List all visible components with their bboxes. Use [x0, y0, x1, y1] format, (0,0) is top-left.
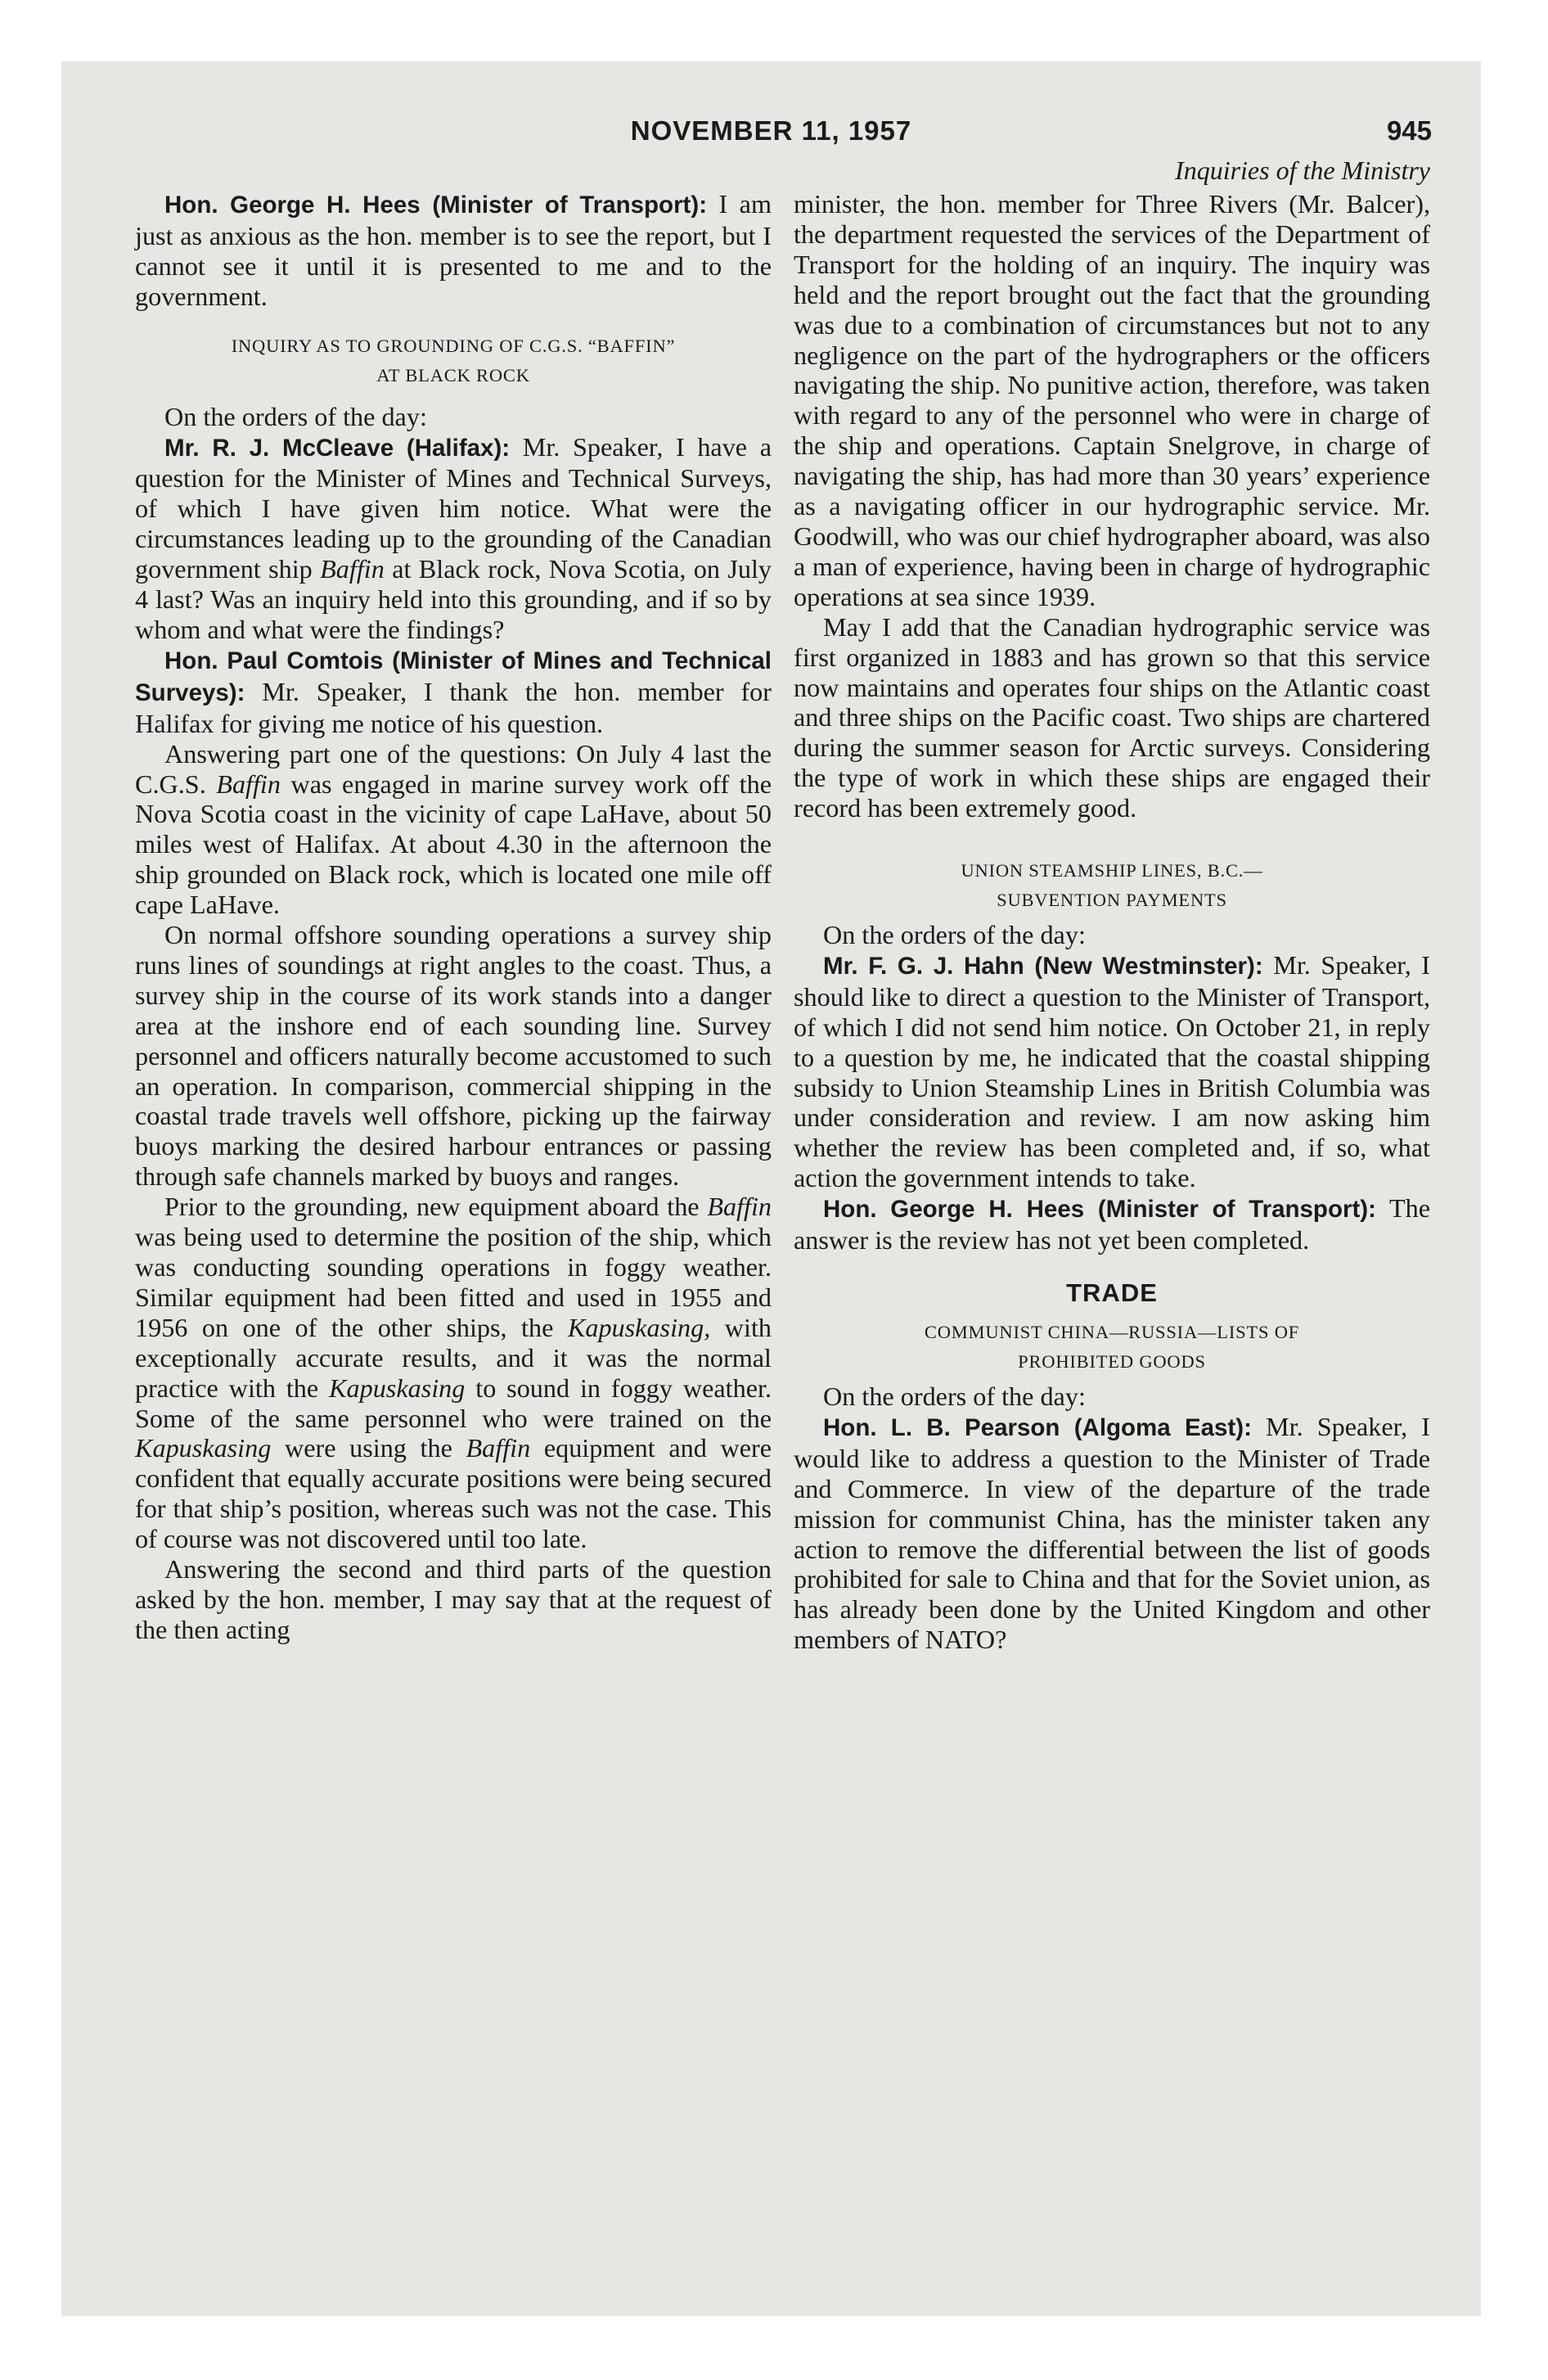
speaker-name: Hon. George H. Hees (Minister of Transport):	[823, 1196, 1376, 1224]
ship-name: Baffin	[707, 1192, 772, 1222]
heading-line: UNION STEAMSHIP LINES, B.C.—	[961, 860, 1263, 881]
speech-pearson	[794, 1412, 1430, 1655]
left-subhead-spacer	[135, 151, 772, 189]
heading-line: INQUIRY AS TO GROUNDING OF C.G.S. “BAFFIN”	[231, 335, 676, 356]
ship-name: Baffin	[320, 554, 385, 584]
speech-text: I am just as anxious as the hon. member is to see the report, but I cannot see it until it is presented to me and to the government.	[135, 189, 772, 311]
ship-name: Baffin	[466, 1433, 531, 1463]
speech-text: to sound in foggy weather. Some of the same personnel who were trained on the	[135, 1373, 772, 1433]
ship-name: Baffin	[216, 769, 281, 799]
orders-of-the-day: On the orders of the day:	[164, 401, 427, 431]
heading-baffin-inquiry	[135, 331, 772, 390]
speech-text: Prior to the grounding, new equipment aboard the	[164, 1192, 708, 1222]
orders-of-the-day: On the orders of the day:	[823, 1382, 1086, 1411]
heading-line: COMMUNIST CHINA—RUSSIA—LISTS OF	[924, 1322, 1300, 1342]
speech-hees-2	[794, 1193, 1430, 1255]
speech-hahn	[794, 950, 1430, 1193]
heading-line: SUBVENTION PAYMENTS	[997, 890, 1227, 911]
left-column	[135, 151, 772, 1645]
speaker-name: Hon. George H. Hees (Minister of Transport):	[164, 192, 708, 219]
running-subhead: Inquiries of the Ministry	[1175, 156, 1430, 185]
heading-china-russia	[794, 1318, 1430, 1377]
speech-comtois	[135, 645, 772, 739]
speech-text: was engaged in marine survey work off the Nova Scotia coast in the vicinity of cape LaHave, about 50 miles west of Halifax. At about 4.30 in the afternoon the ship grounded on Black rock, which is located one mile off cape LaHave.	[135, 769, 772, 920]
speech-text: was being used to determine the position of the ship, which was conducting sounding operations in foggy weather. Similar equipment had been fitted and used in 1955 and 1956 on one of the other ships, the	[135, 1222, 772, 1342]
heading-line: AT BLACK ROCK	[376, 364, 530, 385]
speaker-name: Mr. F. G. J. Hahn (New Westminster):	[823, 952, 1263, 980]
heading-union-steamship	[794, 856, 1430, 915]
speech-text: Mr. Speaker, I have a question for the Minister of Mines and Technical Surveys, of which I have given him notice. What were the circumstances leading up to the grounding of the Canadian government ship	[135, 431, 772, 584]
section-title-trade: TRADE	[1066, 1278, 1158, 1307]
paragraph-second-third-parts: Answering the second and third parts of the question asked by the hon. member, I may say that at the request of the then acting	[135, 1554, 772, 1644]
paragraph-part-one	[135, 739, 772, 920]
speech-text: were using the	[271, 1433, 466, 1463]
speech-text: Answering part one of the questions: On July 4 last the C.G.S.	[135, 738, 772, 799]
speaker-name: Hon. Paul Comtois (Minister of Mines and Technical Surveys):	[135, 647, 772, 706]
page-number: 945	[1386, 115, 1432, 146]
ship-name: Kapuskasing	[135, 1433, 272, 1463]
right-column	[794, 151, 1430, 1655]
speech-text: The answer is the review has not yet been completed.	[794, 1193, 1430, 1255]
heading-line: PROHIBITED GOODS	[1018, 1351, 1206, 1372]
orders-of-the-day: On the orders of the day:	[823, 920, 1086, 950]
paragraph-hydrographic-service: May I add that the Canadian hydrographic service was first organized in 1883 and has grown so that this service now maintains and operates four ships on the Atlantic coast and three ships on the Pacific coast. Two ships are chartered during the summer season for Arctic surveys. Considering the type of work in which these ships are engaged their record has been extremely good.	[794, 611, 1430, 823]
speech-text: Mr. Speaker, I would like to address a question to the Minister of Trade and Commerce. In view of the departure of the trade mission for communist China, has the minister taken any action to remove the differential between the list of goods prohibited for sale to China and that for the Soviet union, as has already been done by the United Kingdom and other members of NATO?	[794, 1411, 1430, 1655]
speaker-name: Hon. L. B. Pearson (Algoma East):	[823, 1413, 1252, 1441]
paragraph-equipment	[135, 1192, 772, 1554]
speech-text: Mr. Speaker, I thank the hon. member for Halifax for giving me notice of his question.	[135, 676, 772, 738]
paragraph-sounding-operations: On normal offshore sounding operations a survey ship runs lines of soundings at right angles to the coast. Thus, a survey ship in the course of its work stands into a danger area at the inshore end of each sounding line. Survey personnel and officers naturally become accustomed to such an operation. In comparison, commercial shipping in the coastal trade travels well offshore, picking up the fairway buoys marking the desired harbour entrances or passing through safe channels marked by buoys and ranges.	[135, 920, 772, 1192]
paragraph-inquiry-findings: minister, the hon. member for Three Rivers (Mr. Balcer), the department requested the services of the Department of Transport for the holding of an inquiry. The inquiry was held and the report brought out the fact that the grounding was due to a combination of circumstances but not to any negligence on the part of the hydrographers or the officers navigating the ship. No punitive action, therefore, was taken with regard to any of the personnel who were in charge of the ship and operations. Captain Snelgrove, in charge of navigating the ship, has had more than 30 years’ experience as a navigating officer in our hydrographic service. Mr. Goodwill, who was our chief hydrographer aboard, was also a man of experience, having been in charge of hydrographic operations at sea since 1939.	[794, 189, 1430, 611]
speech-mccleave	[135, 432, 772, 645]
ship-name: Kapuskasing	[329, 1373, 466, 1403]
speech-hees-1	[135, 189, 772, 312]
page-date: NOVEMBER 11, 1957	[630, 115, 912, 146]
speaker-name: Mr. R. J. McCleave (Halifax):	[164, 434, 511, 462]
speech-text: with exceptionally accurate results, and it was the normal practice with the	[135, 1312, 772, 1403]
speech-text: equipment and were confident that equally accurate positions were being secured for that ship’s position, whereas such was not the case. This of course was not discovered until too late.	[135, 1433, 772, 1554]
speech-text: Mr. Speaker, I should like to direct a question to the Minister of Transport, of which I did not send him notice. On October 21, in reply to a question by me, he indicated that the coastal shipping subsidy to Union Steamship Lines in British Columbia was under consideration and review. I am now asking him whether the review has been completed and, if so, what action the government intends to take.	[794, 949, 1430, 1193]
ship-name: Kapuskasing,	[567, 1312, 711, 1342]
speech-text: at Black rock, Nova Scotia, on July 4 last? Was an inquiry held into this grounding, and if so by whom and what were the findings?	[135, 554, 772, 644]
hansard-page	[61, 61, 1481, 2316]
